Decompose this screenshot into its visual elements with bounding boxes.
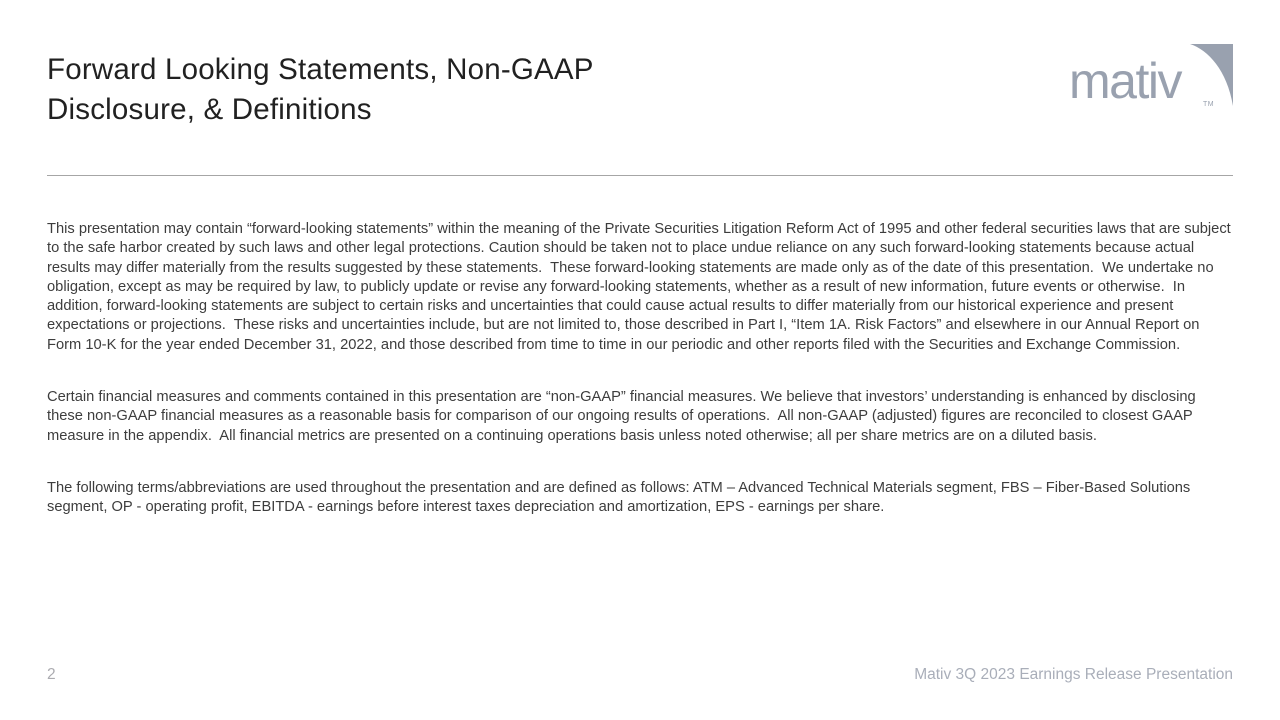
mativ-logo: [1069, 44, 1233, 112]
trademark-symbol: TM: [1203, 101, 1215, 108]
page-title-line1: Forward Looking Statements, Non-GAAP: [47, 53, 594, 86]
mativ-logo-wordmark: mativ: [1069, 53, 1181, 109]
paragraph-non-gaap: Certain financial measures and comments contained in this presentation are “non-GAAP” financial measures. We believe that investors’ understanding is enhanced by disclosing these non-GAAP financial measures as a reasonable basis for comparison of our ongoing results of operations. All non-GAAP (adjusted) figures are reconciled to closest GAAP measure in the appendix. All financial metrics are presented on a continuing operations basis unless noted otherwise; all per share metrics are on a diluted basis.: [47, 389, 1200, 444]
paragraph-forward-looking: This presentation may contain “forward-looking statements” within the meaning of the Private Securities Litigation Reform Act of 1995 and other federal securities laws that are subject to the safe harbor created by such laws and other legal protections. Caution should be taken not to place undue reliance on any such forward-looking statements because actual results may differ materially from the results suggested by these statements. These forward-looking statements are made only as of the date of this presentation. We undertake no obligation, except as may be required by law, to publicly update or revise any forward-looking statements, whether as a result of new information, future events or otherwise. In addition, forward-looking statements are subject to certain risks and uncertainties that could cause actual results to differ materially from our historical experience and present expectations or projections. These risks and uncertainties include, but are not limited to, those described in Part I, “Item 1A. Risk Factors” and elsewhere in our Annual Report on Form 10-K for the year ended December 31, 2022, and those described from time to time in our periodic and other reports filed with the Securities and Exchange Commission.: [47, 221, 1235, 353]
footer-text: Mativ 3Q 2023 Earnings Release Presentation: [914, 666, 1233, 683]
disclosure-body: [47, 220, 1233, 551]
page-title: [47, 50, 594, 130]
logo-swoosh-icon: [1190, 44, 1233, 106]
paragraph-definitions: The following terms/abbreviations are used throughout the presentation and are defined as follows: ATM – Advanced Technical Materials segment, FBS – Fiber-Based Solutions segment, OP - operating profit, EBITDA - earnings before interest taxes depreciation and amortization, EPS - earnings per share.: [47, 479, 1195, 516]
divider: [47, 175, 1233, 176]
page-title-line2: Disclosure, & Definitions: [47, 93, 372, 126]
page-number: 2: [47, 666, 56, 683]
footer: [47, 666, 1233, 684]
